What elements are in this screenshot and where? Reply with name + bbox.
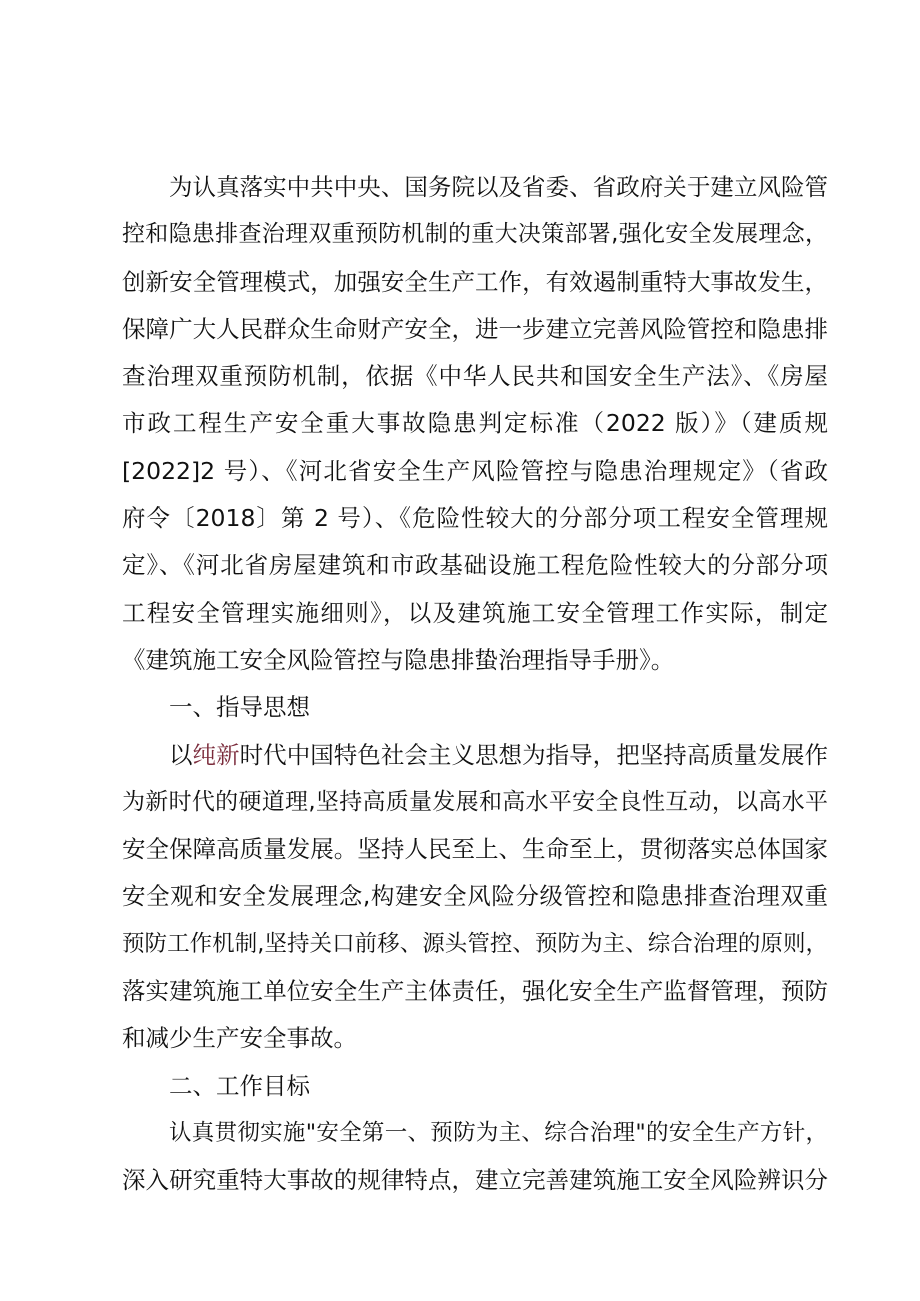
text-line: 控和隐患排查治理双重预防机制的重大决策部署,强化安全发展理念，	[122, 221, 828, 248]
text-line: 认真贯彻实施"安全第一、预防为主、综合治理"的安全生产方针，	[169, 1119, 828, 1146]
document-body	[122, 164, 828, 1205]
text-line: 保障广大人民群众生命财产安全，进一步建立完善风险管控和隐患排	[122, 314, 828, 343]
text-line: 府令〔2018〕第 2 号）、《危险性较大的分部分项工程安全管理规	[122, 504, 828, 533]
text-line	[122, 732, 828, 779]
highlighted-text: 纯新	[192, 740, 240, 769]
text-line: 创新安全管理模式，加强安全生产工作，有效遏制重特大事故发生，	[122, 267, 828, 296]
text-line: 为认真落实中共中央、国务院以及省委、省政府关于建立风险管	[169, 173, 828, 201]
text-fragment: 以	[169, 740, 193, 769]
text-line: 查治理双重预防机制，依据《中华人民共和国安全生产法》、《房屋	[122, 362, 828, 391]
text-line: 预防工作机制,坚持关口前移、源头管控、预防为主、综合治理的原则，	[122, 930, 828, 957]
text-line: [2022]2 号）、《河北省安全生产风险管控与隐患治理规定》（省政	[122, 456, 828, 485]
text-line: 市政工程生产安全重大事故隐患判定标准（2022 版）》（建质规	[122, 409, 828, 438]
text-line: 安全保障高质量发展。坚持人民至上、生命至上，贯彻落实总体国家	[122, 835, 828, 864]
text-line: 为新时代的硬道理,坚持高质量发展和高水平安全良性互动，以高水平	[122, 788, 828, 815]
text-line: 《建筑施工安全风险管控与隐患排蛰治理指导手册》。	[122, 645, 675, 674]
section-heading-work-goals: 二、工作目标	[169, 1071, 310, 1100]
text-line: 工程安全管理实施细则》，以及建筑施工安全管理工作实际，制定	[122, 598, 828, 627]
text-line: 定》、《河北省房屋建筑和市政基础设施工程危险性较大的分部分项	[122, 551, 828, 580]
text-line: 落实建筑施工单位安全生产主体责任，强化安全生产监督管理，预防	[122, 977, 828, 1006]
text-fragment: 时代中国特色社会主义思想为指导，把坚持高质量发展作	[239, 740, 829, 769]
text-line: 深入研究重特大事故的规律特点，建立完善建筑施工安全风险辨识分	[122, 1166, 828, 1195]
text-line: 和减少生产安全事故。	[122, 1024, 357, 1053]
section-heading-guiding-ideology: 一、指导思想	[169, 693, 310, 722]
text-line: 安全观和安全发展理念,构建安全风险分级管控和隐患排查治理双重	[122, 882, 828, 911]
